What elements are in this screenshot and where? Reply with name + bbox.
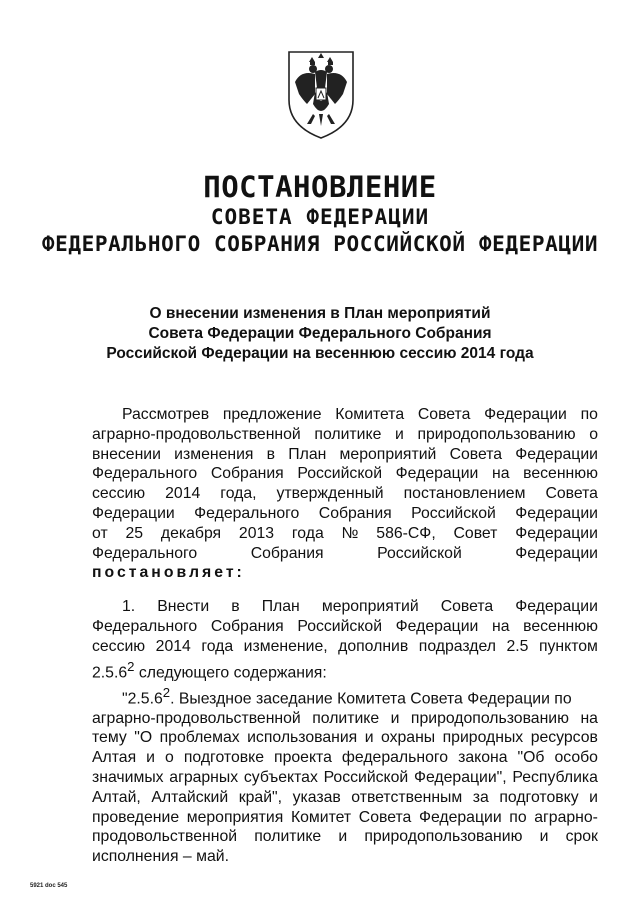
word: Федерации (515, 524, 598, 542)
quote-line (92, 728, 598, 748)
word: природопользованию (364, 828, 523, 846)
word: Федерального (92, 617, 198, 635)
word: тему (92, 729, 127, 747)
word: внесении (92, 445, 161, 463)
word: природопользованию (417, 425, 576, 443)
word: Федерации (515, 598, 598, 616)
word: Федерации", (413, 769, 507, 787)
word: о (589, 425, 598, 443)
quote-line (92, 808, 598, 828)
word: Рассмотрев (122, 406, 210, 423)
word: изменение, (243, 637, 328, 655)
word: проведение (92, 808, 180, 826)
word: аграрно-продовольственной (92, 709, 301, 727)
word: Собрания (250, 544, 324, 562)
quote-number-superscript: 2 (162, 684, 171, 700)
word: на (492, 465, 510, 483)
item-1-line (92, 637, 598, 657)
word: Республика (512, 769, 598, 787)
word: проблемах (159, 729, 240, 747)
word: Внести (157, 598, 210, 616)
word: пунктом (538, 637, 598, 655)
word: Совета (417, 406, 471, 423)
word: и (589, 788, 598, 806)
word: года (291, 524, 324, 542)
word: Российской (411, 504, 496, 522)
word: "О (134, 729, 153, 747)
word: Федерального (92, 544, 198, 562)
word: политике (254, 828, 322, 846)
word: закона (458, 749, 508, 767)
word: указав (292, 788, 341, 806)
word: весеннюю (523, 617, 598, 635)
word: Федерации (515, 544, 598, 562)
word: дополнив (338, 637, 409, 655)
quote-first-line (92, 683, 598, 709)
word: Федерации (92, 504, 175, 522)
word: Российской (297, 617, 383, 635)
preamble-line (92, 445, 598, 465)
word: весеннюю (523, 465, 598, 483)
word: Комитет (290, 808, 352, 826)
word: на (580, 709, 598, 727)
word: утвержденный (276, 485, 384, 503)
word: природопользованию (410, 709, 569, 727)
word: субъектах (243, 769, 318, 787)
word: в (231, 598, 240, 616)
word: политике (312, 709, 380, 727)
item-1-tail: следующего содержания: (134, 663, 327, 681)
word: № (341, 524, 359, 542)
item-1-line (92, 617, 598, 637)
word: "Об (517, 749, 545, 767)
word: политике (314, 425, 382, 443)
word: мероприятия (186, 808, 284, 826)
word: Совета (358, 808, 412, 826)
word: природных (442, 729, 524, 747)
word: изменения (174, 445, 254, 463)
word: Алтай, (92, 788, 141, 806)
preamble-line (92, 504, 598, 524)
word: ответственным (351, 788, 463, 806)
subject-line: О внесении изменения в План мероприятий (149, 305, 491, 322)
word: Алтайский (151, 788, 229, 806)
word: мероприятий (339, 445, 437, 463)
item-1-last-line (92, 657, 598, 683)
word: Федерации (484, 406, 567, 423)
word: постановлением (403, 485, 526, 503)
subject-line: Российской Федерации на весеннюю сессию 2014 года (106, 345, 534, 362)
resolves-word: постановляет: (92, 564, 245, 582)
word: и (539, 828, 549, 846)
word: край", (238, 788, 283, 806)
word: 2014 (165, 485, 201, 503)
word: ресурсов (530, 729, 598, 747)
word: и (338, 828, 348, 846)
word: Совета (440, 598, 494, 616)
paragraph-gap (92, 583, 598, 597)
preamble-line (92, 464, 598, 484)
document-title: ПОСТАНОВЛЕНИЕ (203, 170, 437, 204)
word: сессию (92, 485, 146, 503)
quote-line (92, 709, 598, 729)
quote-number: "2.5.6 (122, 689, 163, 707)
subject-line: Совета Федерации Федерального Собрания (148, 325, 492, 342)
word: и (364, 729, 374, 747)
word: Федерации (515, 445, 598, 463)
footer-document-code: 5921 doc 545 (30, 883, 68, 889)
word: Федерального (194, 504, 300, 522)
word: План (261, 598, 300, 616)
word: Комитета (335, 406, 405, 423)
word: Федерации (515, 504, 598, 522)
word: и (146, 749, 155, 767)
word: и (390, 709, 400, 727)
word: особо (554, 749, 598, 767)
word: Алтая (92, 749, 137, 767)
word: 1. (122, 598, 136, 616)
preamble-line (92, 484, 598, 504)
word: по (580, 406, 598, 423)
word: от (92, 524, 108, 542)
word: за (472, 788, 489, 806)
word: 25 (125, 524, 144, 542)
word: и (395, 425, 404, 443)
word: использования (247, 729, 358, 747)
word: 586-СФ, (376, 524, 436, 542)
item-1-line (92, 597, 598, 617)
word: Собрания (210, 617, 284, 635)
document-subtitle-council: СОВЕТА ФЕДЕРАЦИИ (210, 205, 430, 229)
resolution-subject (80, 304, 560, 364)
word: Совета (449, 445, 503, 463)
quote-line (92, 788, 598, 808)
word: подготовке (183, 749, 265, 767)
word: сессию (92, 637, 146, 655)
word: аграрно- (534, 808, 598, 826)
item-number: 2.5.6 (92, 663, 128, 681)
word: года (201, 637, 234, 655)
word: в (266, 445, 276, 463)
item-number-superscript: 2 (127, 658, 135, 674)
word: 2013 (238, 524, 275, 542)
word: года, (220, 485, 257, 503)
quote-line (92, 748, 598, 768)
word: Российской (323, 769, 409, 787)
word: 2014 (155, 637, 191, 655)
word: Федерации (395, 617, 479, 635)
word: на (492, 617, 510, 635)
word: о (165, 749, 174, 767)
word: 2.5 (506, 637, 529, 655)
word: Федерации (395, 465, 479, 483)
word: Российской (297, 465, 383, 483)
coat-of-arms-icon (285, 48, 357, 140)
word: Совета (545, 485, 598, 503)
word: предложение (222, 406, 322, 423)
preamble-line (92, 425, 598, 445)
word: Собрания (318, 504, 392, 522)
word: Собрания (210, 465, 284, 483)
quote-first-tail: . Выездное заседание Комитета Совета Федерации по (170, 689, 572, 707)
word: Российской (377, 544, 462, 562)
word: продовольственной (92, 828, 238, 846)
word: подготовку (499, 788, 579, 806)
word: План (288, 445, 327, 463)
word: Федерального (92, 465, 198, 483)
word: по (509, 808, 527, 826)
word: мероприятий (321, 598, 419, 616)
word: федерального (341, 749, 449, 767)
resolution-body (92, 405, 598, 867)
preamble-line (92, 544, 598, 564)
document-subtitle-assembly: ФЕДЕРАЛЬНОГО СОБРАНИЯ РОССИЙСКОЙ ФЕДЕРАЦИИ (41, 232, 599, 256)
word: значимых (92, 769, 164, 787)
quote-line (92, 827, 598, 847)
word: подраздел (418, 637, 496, 655)
word: проекта (274, 749, 332, 767)
preamble-line (92, 524, 598, 544)
word: Федерации (418, 808, 502, 826)
word: охраны (381, 729, 436, 747)
quote-last-line: исполнения – май. (92, 848, 229, 866)
word: аграрных (169, 769, 239, 787)
word: срок (565, 828, 598, 846)
quote-line (92, 768, 598, 788)
word: декабря (160, 524, 222, 542)
word: аграрно-продовольственной (92, 425, 301, 443)
preamble-line (92, 405, 598, 425)
word: Совет (453, 524, 498, 542)
